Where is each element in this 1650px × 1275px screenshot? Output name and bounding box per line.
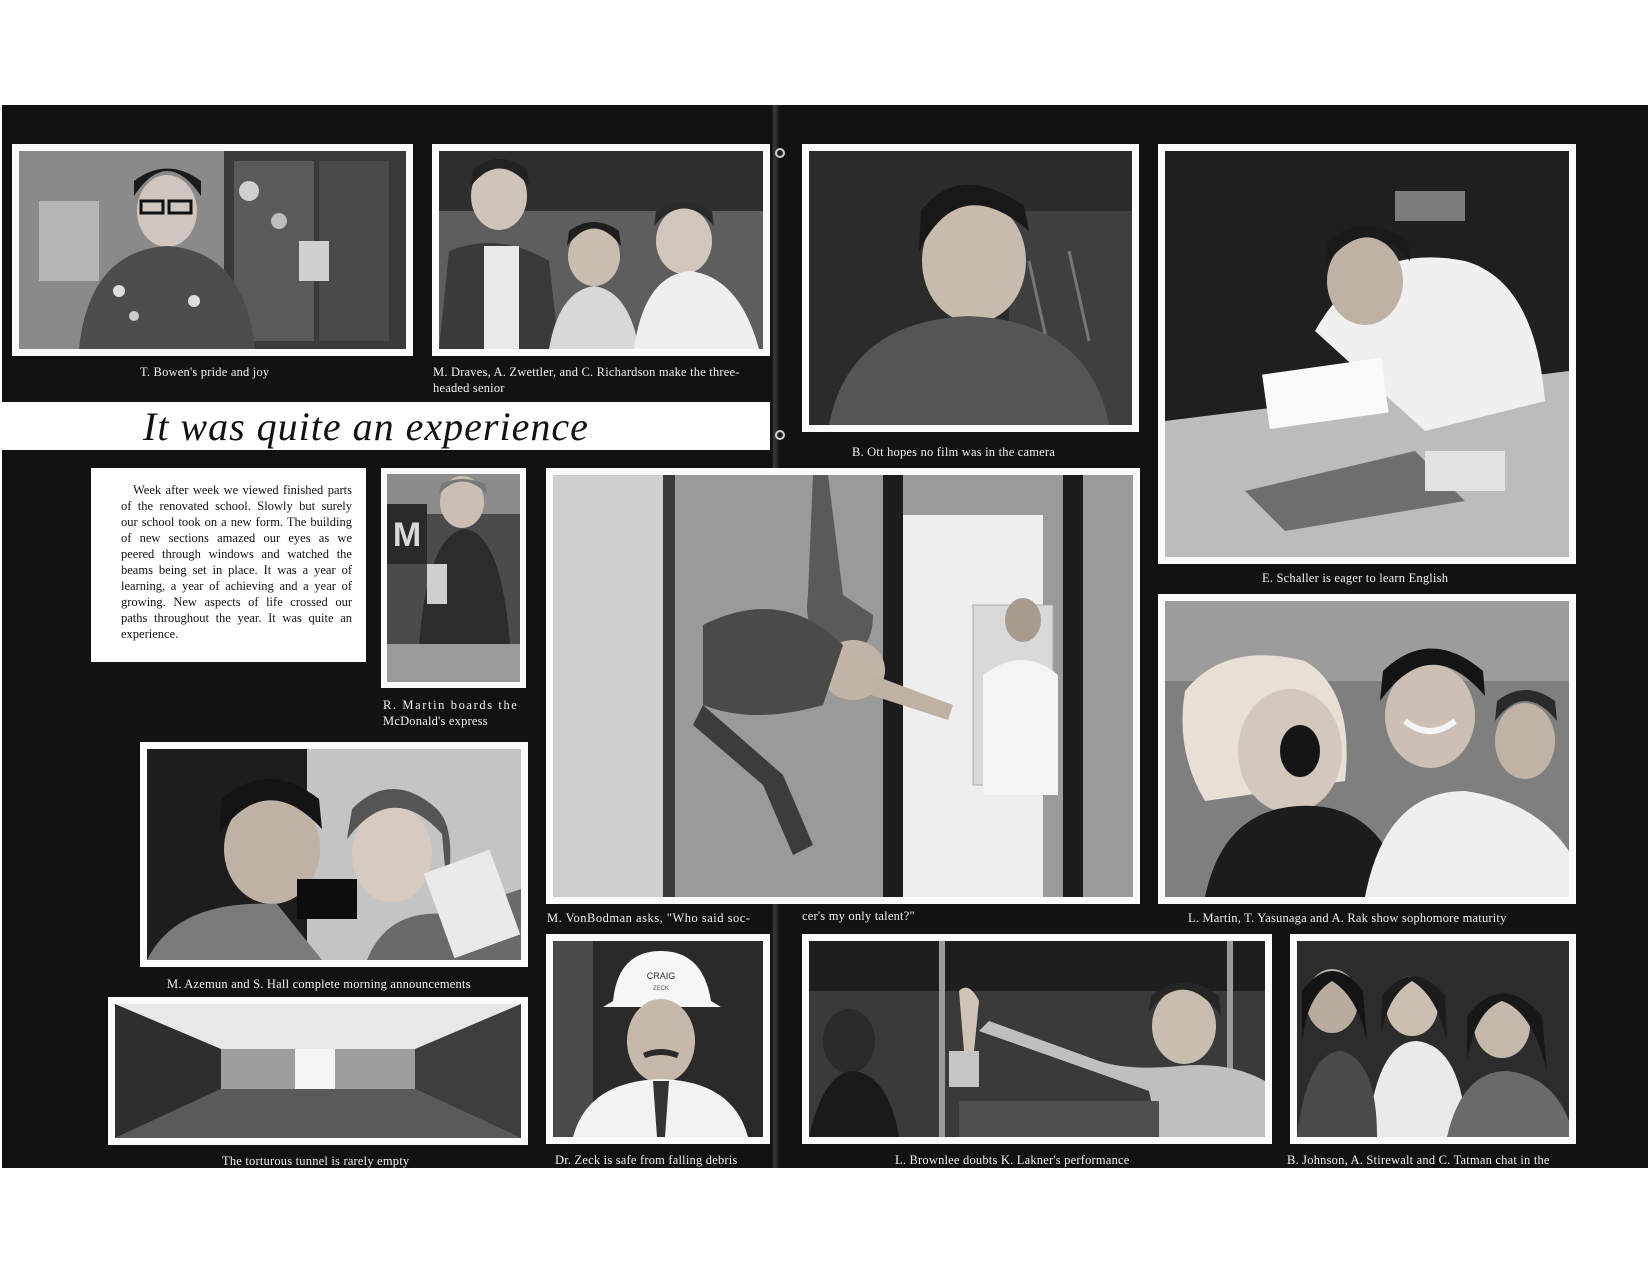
photo-schaller-studying xyxy=(1158,144,1576,564)
hardhat-subtext: ZECK xyxy=(652,986,670,992)
photo-sophomore-maturity xyxy=(1158,594,1576,904)
photo-three-headed-senior xyxy=(432,144,770,356)
caption-brownlee: L. Brownlee doubts K. Lakner's performance xyxy=(895,1153,1130,1167)
body-copy: Week after week we viewed finished parts of the renovated school. Slowly but surely our school took on a new form. The building of new sections amazed our eyes as we peered through windows and watched the beams being set in place. It was a year of learning, a year of achieving and a year of growing. New aspects of life crossed our paths throughout the year. It was quite an experience. xyxy=(121,483,352,641)
caption-announcements: M. Azemun and S. Hall complete morning announcements xyxy=(167,977,471,991)
photo-ott-camera xyxy=(802,144,1139,432)
photo-vonbodman-hanging xyxy=(546,468,1140,904)
caption-johnson: B. Johnson, A. Stirewalt and C. Tatman chat in the xyxy=(1287,1153,1550,1167)
page-title: It was quite an experience xyxy=(143,404,589,449)
caption-ott: B. Ott hopes no film was in the camera xyxy=(852,445,1056,459)
caption-vonbodman-right: cer's my only talent?" xyxy=(802,909,915,923)
caption-vonbodman-left: M. VonBodman asks, "Who said soc- xyxy=(547,911,751,925)
body-copy-box xyxy=(91,468,366,662)
caption-three-headed-senior-1: M. Draves, A. Zwettler, and C. Richardson make the three- xyxy=(433,365,740,379)
photo-chemistry-lab xyxy=(802,934,1272,1144)
photo-morning-announcements xyxy=(140,742,528,967)
photo-bowen xyxy=(12,144,413,356)
mcdonalds-sign: M xyxy=(392,516,422,554)
caption-tunnel: The torturous tunnel is rarely empty xyxy=(222,1154,410,1168)
photo-martin-mcdonalds xyxy=(381,468,526,688)
photo-three-girls-chat xyxy=(1290,934,1576,1144)
caption-martin-1: R. Martin boards the xyxy=(383,698,519,712)
caption-schaller: E. Schaller is eager to learn English xyxy=(1262,571,1449,585)
caption-bowen: T. Bowen's pride and joy xyxy=(140,365,270,379)
photo-tunnel xyxy=(108,997,528,1145)
binder-ring xyxy=(775,148,785,158)
caption-martin-2: McDonald's express xyxy=(383,714,488,728)
caption-zeck: Dr. Zeck is safe from falling debris xyxy=(555,1153,738,1167)
caption-sophomore: L. Martin, T. Yasunaga and A. Rak show sophomore maturity xyxy=(1188,911,1507,925)
caption-three-headed-senior-2: headed senior xyxy=(433,381,505,395)
hardhat-name: CRAIG xyxy=(646,971,676,981)
photo-zeck-hardhat xyxy=(546,934,770,1144)
binder-ring xyxy=(775,430,785,440)
